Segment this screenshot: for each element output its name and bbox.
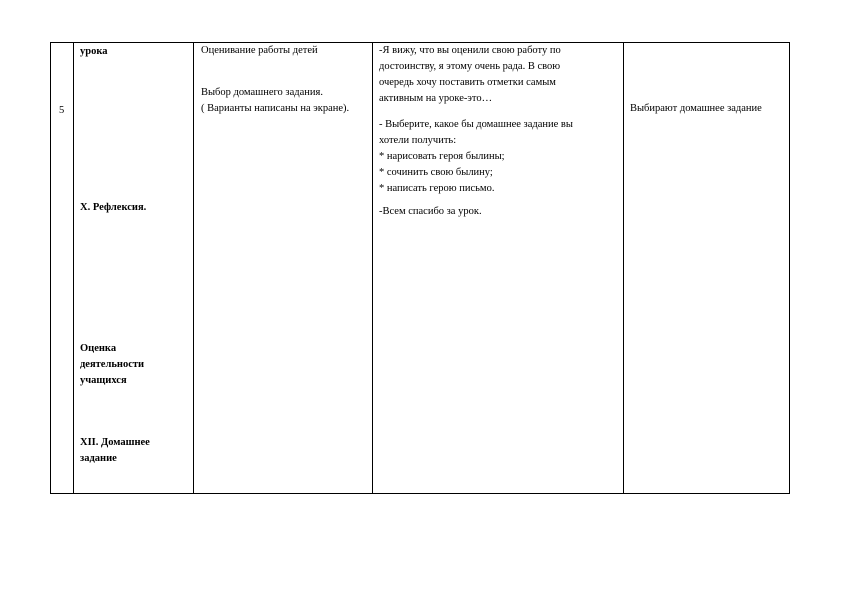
speech-line: -Я вижу, что вы оценили свою работу по	[379, 45, 561, 56]
teacher-action-1: Оценивание работы детей	[201, 45, 318, 56]
lesson-plan-table	[50, 42, 790, 494]
column-divider	[73, 43, 74, 493]
speech-line: достоинству, я этому очень рада. В свою	[379, 61, 561, 72]
speech-line: - Выберите, какое бы домашнее задание вы	[379, 119, 573, 130]
speech-option: * написать герою письмо.	[379, 183, 495, 194]
speech-line: активным на уроке-это…	[379, 93, 493, 104]
stage-evaluation-2: деятельности	[80, 359, 145, 370]
stage-homework-2: задание	[80, 453, 117, 464]
row-number: 5	[59, 105, 65, 116]
stage-evaluation-1: Оценка	[80, 343, 117, 354]
speech-option: * сочинить свою былину;	[379, 167, 493, 178]
column-divider	[372, 43, 373, 493]
speech-option: * нарисовать героя былины;	[379, 151, 505, 162]
teacher-action-2: Выбор домашнего задания.	[201, 87, 323, 98]
speech-line: -Всем спасибо за урок.	[379, 206, 482, 217]
stage-reflection: X. Рефлексия.	[80, 202, 147, 213]
stage-lesson: урока	[80, 46, 108, 57]
stage-evaluation-3: учащихся	[80, 375, 127, 386]
teacher-action-3: ( Варианты написаны на экране).	[201, 103, 350, 114]
column-divider	[623, 43, 624, 493]
speech-line: хотели получить:	[379, 135, 457, 146]
speech-line: очередь хочу поставить отметки самым	[379, 77, 556, 88]
stage-homework-1: XII. Домашнее	[80, 437, 150, 448]
student-action: Выбирают домашнее задание	[630, 103, 762, 114]
column-divider	[193, 43, 194, 493]
